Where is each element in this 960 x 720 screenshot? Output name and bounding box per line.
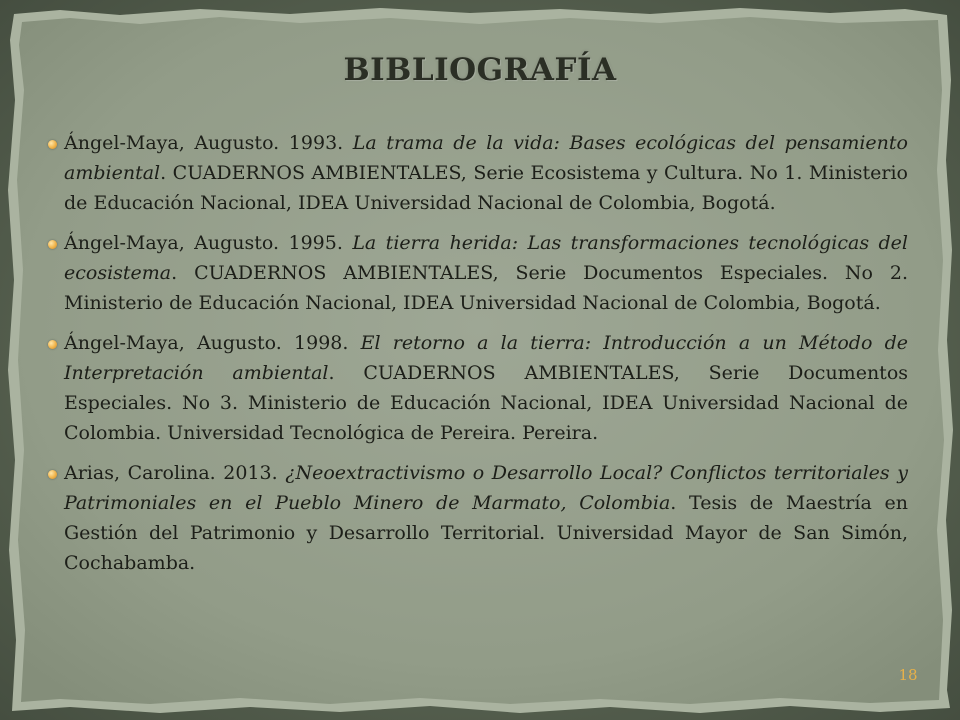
entry-author-year: Ángel-Maya, Augusto. 1995.: [64, 232, 353, 254]
bullet-icon: [48, 470, 57, 479]
entry-author-year: Ángel-Maya, Augusto. 1998.: [64, 332, 361, 354]
entry-work-title: El retorno a la tierra: Introducción a un Método de Interpretación ambiental: [64, 332, 908, 384]
entry-publication-details: . CUADERNOS AMBIENTALES, Serie Documentos Especiales. No 3. Ministerio de Educación Nacional, IDEA Universidad Nacional de Colombia. Universidad Tecnológica de Pereira. Pereira.: [64, 362, 909, 444]
bibliography-entry: [48, 128, 908, 218]
entry-work-title: La trama de la vida: Bases ecológicas del pensamiento ambiental: [64, 132, 908, 184]
bibliography-entry: [48, 328, 908, 448]
entry-author-year: Arias, Carolina. 2013.: [64, 462, 286, 484]
bullet-icon: [48, 340, 57, 349]
bibliography-entry: [48, 458, 908, 578]
entry-work-title: La tierra herida: Las transformaciones tecnológicas del ecosistema: [64, 232, 908, 284]
bibliography-entry: [48, 228, 908, 318]
entry-publication-details: . CUADERNOS AMBIENTALES, Serie Documentos Especiales. No 2. Ministerio de Educación Nacional, IDEA Universidad Nacional de Colombia, Bogotá.: [64, 262, 908, 314]
bibliography-list: [48, 128, 908, 588]
bullet-icon: [48, 240, 57, 249]
bullet-icon: [48, 140, 57, 149]
entry-publication-details: . Tesis de Maestría en Gestión del Patrimonio y Desarrollo Territorial. Universidad Mayor de San Simón, Cochabamba.: [64, 492, 908, 574]
entry-author-year: Ángel-Maya, Augusto. 1993.: [64, 132, 353, 154]
entry-work-title: ¿Neoextractivismo o Desarrollo Local? Conflictos territoriales y Patrimoniales en el Pueblo Minero de Marmato, Colombia: [64, 462, 908, 514]
entry-publication-details: . CUADERNOS AMBIENTALES, Serie Ecosistema y Cultura. No 1. Ministerio de Educación Nacional, IDEA Universidad Nacional de Colombia, Bogotá.: [64, 162, 908, 214]
slide-title: BIBLIOGRAFÍA: [343, 52, 617, 88]
page-number: 18: [898, 666, 918, 684]
